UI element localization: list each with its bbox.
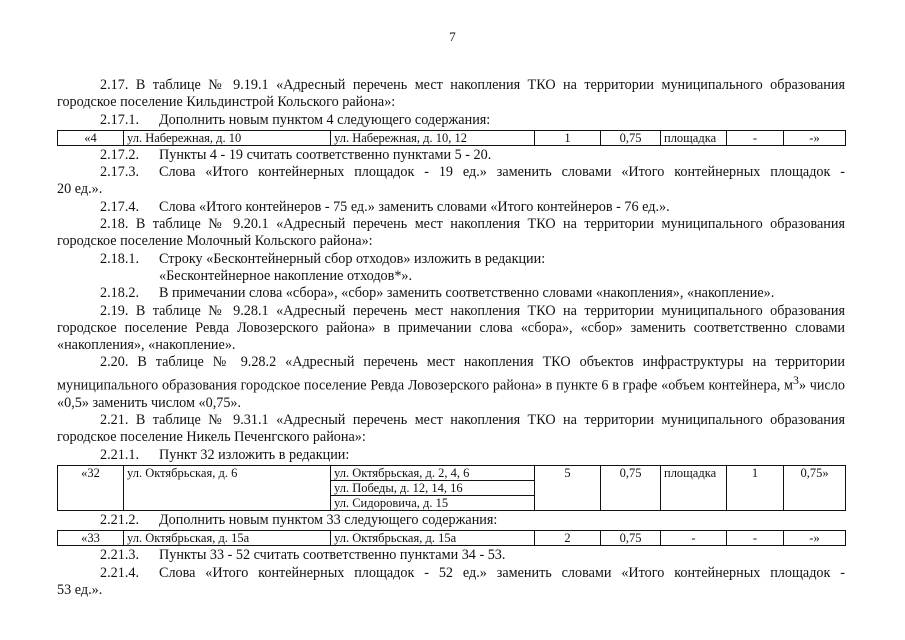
cell-extra: 1 — [727, 465, 784, 510]
table-item-4 — [57, 130, 846, 146]
table-item-33 — [57, 530, 846, 546]
item-text: В примечании слова «сбора», «сбор» заменить соответственно словами «накопления», «накопление». — [159, 285, 775, 302]
item-number: 2.18.2. — [100, 285, 140, 302]
paragraph-2-21-1 — [57, 447, 845, 464]
cell-number: «33 — [58, 531, 124, 546]
paragraph-2-20 — [57, 354, 845, 412]
item-text: Дополнить новым пунктом 4 следующего содержания: — [159, 111, 491, 128]
cell-volume: 0,75 — [601, 531, 661, 546]
paragraph-2-17-1 — [57, 112, 845, 129]
cell-volume: 0,75 — [601, 130, 661, 145]
table-row — [58, 531, 846, 546]
paragraph-2-18-1-quote: «Бесконтейнерное накопление отходов*». — [159, 267, 413, 284]
paragraph-2-17-3-continuation: 20 ед.». — [57, 181, 103, 198]
item-number: 2.17.1. — [100, 111, 140, 128]
paragraph-2-17: 2.17. В таблице № 9.19.1 «Адресный перечень мест накопления ТКО на территории муниципального образования городское поселение Кильдинстрой Кольского района»: — [57, 77, 845, 111]
superscript: 3 — [793, 372, 799, 387]
cell-type: площадка — [661, 465, 727, 510]
cell-number: «32 — [58, 465, 124, 510]
paragraph-text-tail: » число «0,5» заменить числом «0,75». — [57, 377, 845, 411]
cell-last: -» — [784, 130, 846, 145]
item-text: Дополнить новым пунктом 33 следующего содержания: — [159, 511, 498, 528]
paragraph-2-21-4-continuation: 53 ед.». — [57, 581, 103, 598]
item-text: Слова «Итого контейнерных площадок - 52 ед.» заменить словами «Итого контейнерных площадок - — [159, 564, 845, 581]
paragraph-2-21-3 — [57, 547, 845, 564]
page-number: 7 — [449, 29, 456, 44]
item-number: 2.17.4. — [100, 198, 140, 215]
cell-extra: - — [727, 531, 784, 546]
item-text: Слова «Итого контейнерных площадок - 19 ед.» заменить словами «Итого контейнерных площадок - — [159, 164, 845, 181]
cell-number: «4 — [58, 130, 124, 145]
cell-volume: 0,75 — [601, 465, 661, 510]
table-item-32 — [57, 465, 846, 511]
paragraph-2-18-2 — [57, 285, 845, 302]
paragraph-2-17-4 — [57, 199, 845, 216]
item-text: Строку «Бесконтейнерный сбор отходов» изложить в редакции: — [159, 250, 546, 267]
item-text: Слова «Итого контейнеров - 75 ед.» заменить словами «Итого контейнеров - 76 ед.». — [159, 198, 670, 215]
item-number: 2.21.4. — [100, 564, 140, 581]
paragraph-text: 2.20. В таблице № 9.28.2 «Адресный перечень мест накопления ТКО объектов инфраструктуры на территории муниципального образования городское поселение Ревда Ловозерского района» в пункте 6 в графе «объем контейнера, м — [57, 354, 845, 394]
item-number: 2.18.1. — [100, 250, 140, 267]
table-row — [58, 465, 846, 480]
cell-type: площадка — [661, 130, 727, 145]
cell-address: ул. Набережная, д. 10 — [124, 130, 331, 145]
item-text: Пункты 33 - 52 считать соответственно пунктами 34 - 53. — [159, 547, 506, 564]
cell-served-address: ул. Октябрьская, д. 2, 4, 6 — [331, 465, 535, 480]
cell-last: 0,75» — [784, 465, 846, 510]
paragraph-2-17-2 — [57, 147, 845, 164]
cell-last: -» — [784, 531, 846, 546]
document-body — [57, 77, 845, 599]
table-row — [58, 130, 846, 145]
cell-address: ул. Октябрьская, д. 15а — [124, 531, 331, 546]
item-number: 2.21.2. — [100, 511, 140, 528]
paragraph-2-21: 2.21. В таблице № 9.31.1 «Адресный перечень мест накопления ТКО на территории муниципального образования городское поселение Никель Печенгского района»: — [57, 412, 845, 446]
cell-count: 2 — [535, 531, 601, 546]
cell-served-addresses: ул. Октябрьская, д. 15а — [331, 531, 535, 546]
paragraph-2-21-2 — [57, 512, 845, 529]
cell-count: 1 — [535, 130, 601, 145]
item-number: 2.17.3. — [100, 164, 140, 181]
item-text: Пункты 4 - 19 считать соответственно пунктами 5 - 20. — [159, 146, 492, 163]
item-number: 2.17.2. — [100, 146, 140, 163]
paragraph-2-18-1 — [57, 251, 845, 268]
paragraph-2-21-4 — [57, 565, 845, 582]
paragraph-2-17-3 — [57, 164, 845, 181]
cell-served-address: ул. Сидоровича, д. 15 — [331, 495, 535, 510]
cell-extra: - — [727, 130, 784, 145]
cell-served-addresses: ул. Набережная, д. 10, 12 — [331, 130, 535, 145]
item-number: 2.21.1. — [100, 446, 140, 463]
cell-served-address: ул. Победы, д. 12, 14, 16 — [331, 480, 535, 495]
cell-address: ул. Октябрьская, д. 6 — [124, 465, 331, 510]
item-number: 2.21.3. — [100, 547, 140, 564]
item-text: Пункт 32 изложить в редакции: — [159, 446, 350, 463]
paragraph-2-18: 2.18. В таблице № 9.20.1 «Адресный перечень мест накопления ТКО на территории муниципального образования городское поселение Молочный Кольского района»: — [57, 216, 845, 250]
paragraph-2-19: 2.19. В таблице № 9.28.1 «Адресный перечень мест накопления ТКО на территории муниципального образования городское поселение Ревда Ловозерского района» в примечании слова «сбора», «сбор» заменить соответственно словами «накопления», «накопление». — [57, 302, 845, 354]
cell-type: - — [661, 531, 727, 546]
cell-count: 5 — [535, 465, 601, 510]
